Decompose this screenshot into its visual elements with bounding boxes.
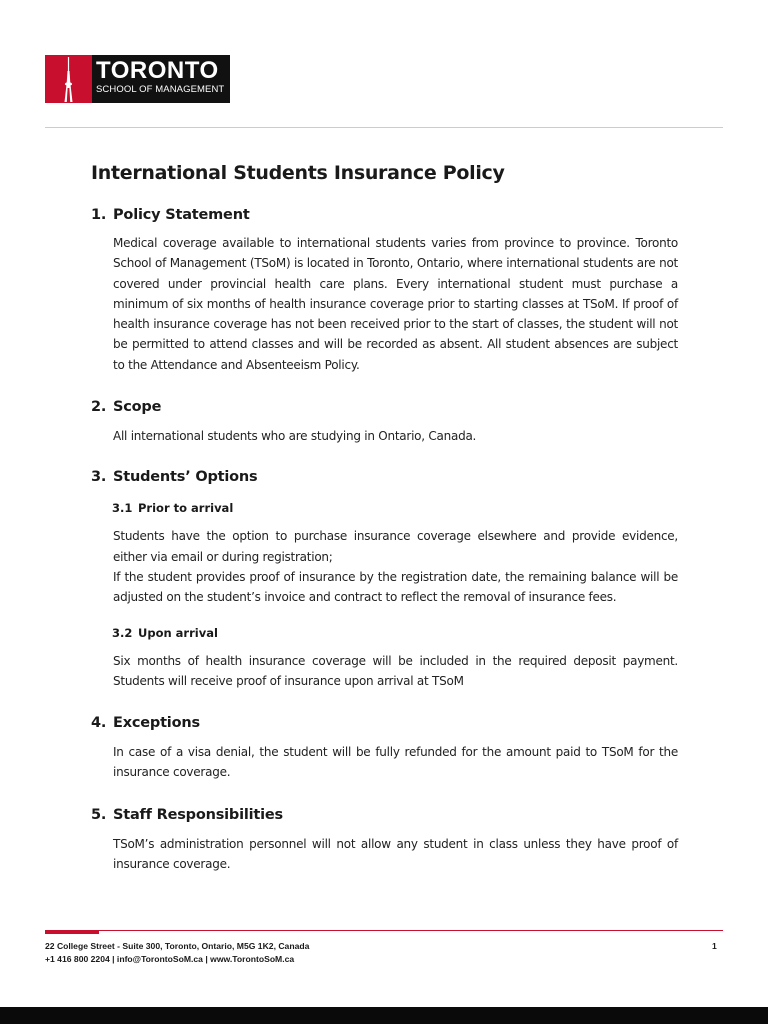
section-heading-policy-statement <box>91 205 678 225</box>
subsection-heading-upon-arrival <box>112 625 678 641</box>
upon-arrival-paragraph: Six months of health insurance coverage will be included in the required deposit payment. Students will receive proof of insurance upon arrival at TSoM <box>113 653 678 688</box>
footer-address: 22 College Street - Suite 300, Toronto, Ontario, M5G 1K2, Canada <box>45 941 310 951</box>
subsection-title: Prior to arrival <box>138 501 234 516</box>
viewer-bottom-bar <box>0 1007 768 1024</box>
subsection-heading-prior-to-arrival <box>112 500 678 516</box>
footer-divider <box>45 930 723 931</box>
subsection-number: 3.1 <box>112 501 133 516</box>
header-divider <box>45 127 723 128</box>
school-logo <box>45 55 230 103</box>
exceptions-paragraph: In case of a visa denial, the student will be fully refunded for the amount paid to TSoM for the insurance coverage. <box>113 745 678 780</box>
logo-name: TORONTO <box>96 57 219 84</box>
section-title: Staff Responsibilities <box>113 806 283 823</box>
logo-red-block <box>45 55 92 103</box>
logo-text-block <box>92 55 230 103</box>
section-title: Policy Statement <box>113 207 250 223</box>
policy-statement-paragraph: Medical coverage available to international students varies from province to province. Toronto School of Management (TSoM) is located in Toronto, Ontario, where international students are not covered under provincial health care plans. Every international student must purchase a minimum of six months of health insurance coverage prior to starting classes at TSoM. If proof of health insurance coverage has not been received prior to the start of classes, the student will not be permitted to attend classes and will be recorded as absent. All student absences are subject to the Attendance and Absenteeism Policy. <box>113 236 678 372</box>
document-body <box>91 158 678 874</box>
scope-paragraph: All international students who are studying in Ontario, Canada. <box>113 429 477 444</box>
prior-to-arrival-paragraph-1: Students have the option to purchase insurance coverage elsewhere and provide evidence, either via email or during registration; <box>113 529 678 564</box>
section-number: 1. <box>91 207 107 223</box>
section-title: Students’ Options <box>113 469 258 486</box>
section-title: Exceptions <box>113 715 200 732</box>
prior-to-arrival-paragraph-2: If the student provides proof of insurance by the registration date, the remaining balance will be adjusted on the student’s invoice and contract to reflect the removal of insurance fees. <box>113 569 678 605</box>
section-number: 3. <box>91 469 107 486</box>
subsection-number: 3.2 <box>112 625 133 640</box>
section-number: 2. <box>91 399 107 416</box>
page-number: 1 <box>712 941 717 951</box>
logo-subtitle: SCHOOL OF MANAGEMENT <box>96 84 225 95</box>
section-heading-staff-responsibilities <box>91 805 678 825</box>
footer-accent-bar <box>45 930 99 934</box>
subsection-title: Upon arrival <box>138 625 218 640</box>
footer-contact: +1 416 800 2204 | info@TorontoSoM.ca | www.TorontoSoM.ca <box>45 954 295 964</box>
section-number: 5. <box>91 806 107 823</box>
section-number: 4. <box>91 715 107 732</box>
section-heading-students-options <box>91 467 678 487</box>
section-title: Scope <box>113 399 162 416</box>
page-title: International Students Insurance Policy <box>91 162 505 184</box>
section-heading-exceptions <box>91 713 678 733</box>
cn-tower-icon <box>45 55 92 103</box>
section-heading-scope <box>91 397 678 417</box>
staff-responsibilities-paragraph: TSoM’s administration personnel will not allow any student in class unless they have proof of insurance coverage. <box>113 836 678 872</box>
